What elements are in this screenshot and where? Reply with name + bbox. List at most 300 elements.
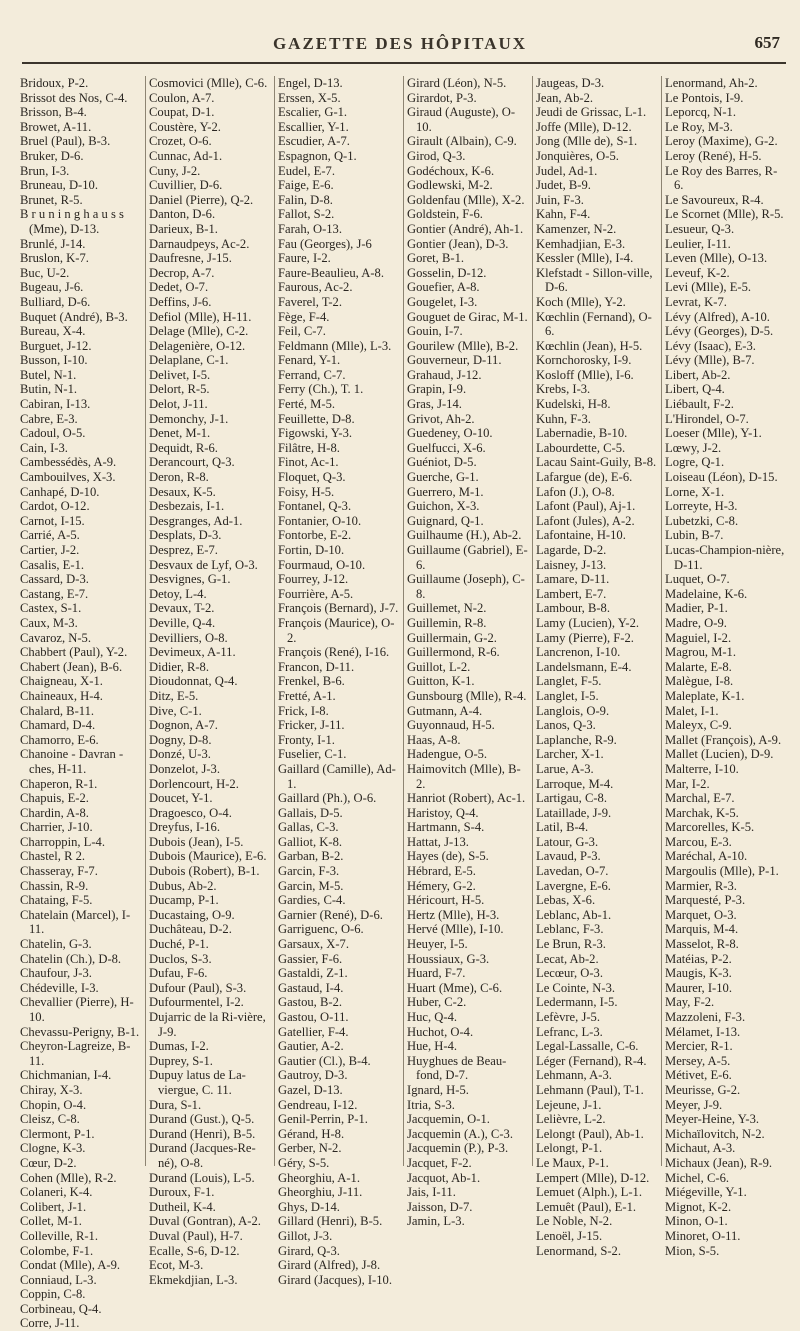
- index-entry: Garban, B-2.: [278, 849, 344, 864]
- index-entry: Guignard, Q-1.: [407, 513, 484, 528]
- index-entry: Lévy (Mlle), B-7.: [665, 353, 755, 368]
- header-rule: [22, 62, 786, 64]
- index-entry: Darnaudpeys, Ac-2.: [149, 236, 250, 251]
- index-entry: Butel, N-1.: [20, 367, 77, 382]
- index-entry: Gérand, H-8.: [278, 1126, 345, 1141]
- index-entry: Carnot, I-15.: [20, 513, 85, 528]
- index-entry: Luquet, O-7.: [665, 572, 730, 587]
- index-entry: Laisney, J-13.: [536, 557, 607, 572]
- index-entry: Jacquemin (A.), C-3.: [407, 1126, 513, 1141]
- index-entry: Ignard, H-5.: [407, 1082, 469, 1097]
- index-entry: Bruker, D-6.: [20, 148, 84, 163]
- index-entry: Delaplane, C-1.: [149, 353, 229, 368]
- index-entry: Hattat, J-13.: [407, 834, 469, 849]
- index-entry: Lejeune, J-1.: [536, 1097, 602, 1112]
- index-entry: Burguet, J-12.: [20, 338, 92, 353]
- index-entry: Lelongt, P-1.: [536, 1141, 603, 1156]
- index-entry: Lubin, B-7.: [665, 528, 724, 543]
- index-entry: Farah, O-13.: [278, 221, 343, 236]
- index-entry: Dupuy latus de La-viergue, C. 11.: [149, 1068, 246, 1097]
- index-entry: Gontier (André), Ah-1.: [407, 221, 524, 236]
- index-entry: Lelièvre, L-2.: [536, 1112, 606, 1127]
- index-entry: Huber, C-2.: [407, 995, 467, 1010]
- index-entry: Leporcq, N-1.: [665, 105, 736, 120]
- index-entry: Lataillade, J-9.: [536, 805, 612, 820]
- index-entry: May, F-2.: [665, 995, 715, 1010]
- index-entry: Malègue, I-8.: [665, 674, 734, 689]
- index-entry: Lavedan, O-7.: [536, 864, 609, 879]
- index-entry: Galliot, K-8.: [278, 834, 343, 849]
- index-entry: François (Bernard), J-7.: [278, 601, 399, 616]
- index-entry: Garriguenc, O-6.: [278, 922, 364, 937]
- index-entry: Desbezais, I-1.: [149, 499, 225, 514]
- index-entry: Ledermann, I-5.: [536, 995, 618, 1010]
- index-entry: Garsaux, X-7.: [278, 937, 349, 952]
- index-entry: Lecœur, O-3.: [536, 966, 603, 981]
- index-entry: Daufresne, J-15.: [149, 251, 232, 266]
- index-entry: Huc, Q-4.: [407, 1010, 458, 1024]
- index-entry: Ferry (Ch.), T. 1.: [278, 382, 364, 397]
- index-entry: B r u n i n g h a u s s (Mme), D-13.: [20, 207, 124, 236]
- index-entry: Lavergne, E-6.: [536, 878, 611, 893]
- index-entry: Mallet (Lucien), D-9.: [665, 747, 774, 762]
- index-entry: Kœchlin (Fernand), O-6.: [536, 309, 652, 339]
- index-entry: Dequidt, R-6.: [149, 440, 218, 455]
- index-entry: Le Roy, M-3.: [665, 119, 733, 134]
- index-entry: Guerrero, M-1.: [407, 484, 484, 499]
- index-entry: Dumas, I-2.: [149, 1039, 209, 1054]
- index-entry: Lambert, E-7.: [536, 586, 607, 601]
- index-entry: Michaut, A-3.: [665, 1141, 736, 1156]
- index-entry: Donzelot, J-3.: [149, 761, 220, 776]
- index-entry: Le Noble, N-2.: [536, 1214, 613, 1229]
- index-entry: Cheyron-Lagreize, B-11.: [20, 1039, 131, 1068]
- index-entry: Desaux, K-5.: [149, 484, 216, 499]
- index-entry: Guillermond, R-6.: [407, 645, 500, 660]
- index-entry: Madier, P-1.: [665, 601, 728, 616]
- index-entry: Matéias, P-2.: [665, 951, 732, 966]
- index-entry: Dutheil, K-4.: [149, 1199, 216, 1214]
- index-entry: Mazzoleni, F-3.: [665, 1010, 746, 1024]
- index-entry: Loeser (Mlle), Y-1.: [665, 426, 762, 441]
- index-entry: Faverel, T-2.: [278, 294, 343, 309]
- index-entry: Lecat, Ab-2.: [536, 951, 599, 966]
- page-header: [0, 0, 800, 66]
- index-entry: Kemhadjian, E-3.: [536, 236, 626, 251]
- index-entry: Deffins, J-6.: [149, 294, 212, 309]
- index-entry: Gerber, N-2.: [278, 1141, 342, 1156]
- index-entry: Chassin, R-9.: [20, 878, 89, 893]
- index-entry: Cavaroz, N-5.: [20, 630, 91, 645]
- index-entry: Crozet, O-6.: [149, 134, 212, 149]
- index-entry: Mersey, A-5.: [665, 1053, 731, 1068]
- index-entry: Fourrière, A-5.: [278, 586, 354, 601]
- index-entry: Fuselier, C-1.: [278, 747, 347, 762]
- index-entry: Goldenfau (Mlle), X-2.: [407, 192, 525, 207]
- index-entry: Delivet, I-5.: [149, 367, 211, 382]
- index-entry: Michaïlovitch, N-2.: [665, 1126, 765, 1141]
- index-entry: Maleyx, C-9.: [665, 718, 732, 733]
- index-entry: Marcorelles, K-5.: [665, 820, 755, 835]
- index-entry: Lévy (Georges), D-5.: [665, 324, 774, 339]
- index-entry: Jeudi de Grissac, L-1.: [536, 105, 647, 120]
- index-entry: Métivet, E-6.: [665, 1068, 732, 1083]
- index-entry: Levrat, K-7.: [665, 294, 727, 309]
- index-entry: Gunsbourg (Mlle), R-4.: [407, 688, 527, 703]
- index-entry: Chamorro, E-6.: [20, 732, 99, 747]
- index-entry: Lacau Saint-Guily, B-8.: [536, 455, 657, 470]
- index-entry: Huyghues de Beau-fond, D-7.: [407, 1053, 507, 1083]
- index-entry: Michaux (Jean), R-9.: [665, 1155, 773, 1170]
- index-entry: Ghys, D-14.: [278, 1199, 340, 1214]
- index-entry: Gougelet, I-3.: [407, 294, 478, 309]
- index-entry: Guilhaume (H.), Ab-2.: [407, 528, 522, 543]
- index-entry: Kahn, F-4.: [536, 207, 591, 222]
- index-entry: Gourilew (Mlle), B-2.: [407, 338, 519, 353]
- index-entry: Godéchoux, K-6.: [407, 163, 495, 178]
- index-entry: Garcin, F-3.: [278, 864, 340, 879]
- index-column-1: [20, 76, 145, 1331]
- index-entry: Heuyer, I-5.: [407, 937, 468, 952]
- index-entry: Darieux, B-1.: [149, 221, 218, 236]
- index-entry: Brunet, R-5.: [20, 192, 83, 207]
- index-entry: Dorlencourt, H-2.: [149, 776, 239, 791]
- index-entry: Gutmann, A-4.: [407, 703, 483, 718]
- index-entry: Giraud (Auguste), O-10.: [407, 105, 516, 134]
- index-entry: Delagenière, O-12.: [149, 338, 246, 353]
- index-entry: Cain, I-3.: [20, 440, 68, 455]
- index-entry: Cuny, J-2.: [149, 163, 201, 178]
- index-entry: Dufourmentel, I-2.: [149, 995, 244, 1010]
- index-entry: Garnier (René), D-6.: [278, 907, 383, 922]
- index-entry: Lefèvre, J-5.: [536, 1010, 600, 1024]
- index-entry: Faige, E-6.: [278, 178, 334, 193]
- index-entry: Lévy (Alfred), A-10.: [665, 309, 770, 324]
- index-entry: Bugeau, J-6.: [20, 280, 84, 295]
- index-entry: Larcher, X-1.: [536, 747, 604, 762]
- index-entry: Miégeville, Y-1.: [665, 1185, 747, 1200]
- index-entry: Deville, Q-4.: [149, 615, 216, 630]
- index-entry: Larroque, M-4.: [536, 776, 614, 791]
- index-entry: Gheorghiu, A-1.: [278, 1170, 360, 1185]
- index-entry: Kudelski, H-8.: [536, 397, 611, 412]
- index-entry: Leroy (René), H-5.: [665, 148, 762, 163]
- index-entry: Faure, I-2.: [278, 251, 331, 266]
- index-entry: Gillard (Henri), B-5.: [278, 1214, 383, 1229]
- index-entry: Guitton, K-1.: [407, 674, 475, 689]
- index-entry: Feldmann (Mlle), L-3.: [278, 338, 392, 353]
- index-entry: Jean, Ab-2.: [536, 90, 594, 105]
- index-entry: Guillemet, N-2.: [407, 601, 487, 616]
- index-entry: Guichon, X-3.: [407, 499, 480, 514]
- index-entry: Chanoine - Davran - ches, H-11.: [20, 747, 124, 776]
- index-entry: Labourdette, C-5.: [536, 440, 626, 455]
- index-entry: Castex, S-1.: [20, 601, 82, 616]
- index-entry: Madre, O-9.: [665, 615, 727, 630]
- index-entry: Detoy, L-4.: [149, 586, 207, 601]
- index-entry: Bruel (Paul), B-3.: [20, 134, 111, 149]
- index-entry: Cadoul, O-5.: [20, 426, 86, 441]
- index-entry: Maleplate, K-1.: [665, 688, 745, 703]
- index-entry: Meyer-Heine, Y-3.: [665, 1112, 760, 1127]
- index-entry: Chatelain (Marcel), I-11.: [20, 907, 131, 937]
- index-entry: Dubus, Ab-2.: [149, 878, 217, 893]
- index-entry: Chapuis, E-2.: [20, 791, 89, 806]
- index-entry: Bureau, X-4.: [20, 324, 86, 339]
- index-entry: Fontanel, Q-3.: [278, 499, 352, 514]
- index-entry: Mar, I-2.: [665, 776, 710, 791]
- index-entry: Bridoux, P-2.: [20, 76, 89, 90]
- index-entry: Judet, B-9.: [536, 178, 591, 193]
- index-entry: Lafontaine, H-10.: [536, 528, 626, 543]
- index-entry: Maurer, I-10.: [665, 980, 732, 995]
- index-entry: Corbineau, Q-4.: [20, 1301, 102, 1316]
- index-entry: Minoret, O-11.: [665, 1228, 741, 1243]
- index-entry: Gheorghiu, J-11.: [278, 1185, 363, 1200]
- index-entry: Colaneri, K-4.: [20, 1185, 93, 1200]
- index-entry: Kornchorosky, I-9.: [536, 353, 632, 368]
- index-entry: Lamare, D-11.: [536, 572, 610, 587]
- index-entry: Gatellier, F-4.: [278, 1024, 349, 1039]
- index-entry: Brunlé, J-14.: [20, 236, 86, 251]
- index-entry: Mélamet, I-13.: [665, 1024, 741, 1039]
- index-entry: Desprez, E-7.: [149, 543, 218, 557]
- index-entry: Grapin, I-9.: [407, 382, 467, 397]
- index-entry: Gastaud, I-4.: [278, 980, 344, 995]
- index-entry: Conniaud, L-3.: [20, 1272, 97, 1287]
- index-entry: Chevallier (Pierre), H-10.: [20, 995, 134, 1024]
- index-entry: Francon, D-11.: [278, 659, 355, 674]
- index-entry: Marchak, K-5.: [665, 805, 739, 820]
- index-entry: Godlewski, M-2.: [407, 178, 493, 193]
- index-entry: Kœchlin (Jean), H-5.: [536, 338, 643, 353]
- index-entry: Jamin, L-3.: [407, 1214, 465, 1229]
- index-entry: Coupat, D-1.: [149, 105, 215, 120]
- index-entry: Jonquières, O-5.: [536, 148, 619, 163]
- index-entry: Chardin, A-8.: [20, 805, 89, 820]
- index-entry: Charroppin, L-4.: [20, 834, 105, 849]
- index-entry: Labernadie, B-10.: [536, 426, 628, 441]
- index-entry: Klefstadt - Sillon-ville, D-6.: [536, 265, 653, 295]
- index-entry: Logre, Q-1.: [665, 455, 725, 470]
- index-column-3: [274, 76, 403, 1287]
- index-entry: Carrié, A-5.: [20, 528, 80, 543]
- index-entry: Casalis, E-1.: [20, 557, 85, 572]
- index-entry: Brun, I-3.: [20, 163, 70, 178]
- index-entry: Gastou, B-2.: [278, 995, 343, 1010]
- index-entry: Marchal, E-7.: [665, 791, 735, 806]
- index-entry: Lorreyte, H-3.: [665, 499, 738, 514]
- index-entry: Houssiaux, G-3.: [407, 951, 490, 966]
- index-entry: Lafont (Paul), Aj-1.: [536, 499, 636, 514]
- index-entry: Gaillard (Ph.), O-6.: [278, 791, 377, 806]
- index-entry: Lamy (Lucien), Y-2.: [536, 615, 640, 630]
- index-entry: Duché, P-1.: [149, 937, 209, 952]
- index-entry: Chabert (Jean), B-6.: [20, 659, 123, 674]
- index-entry: Dedet, O-7.: [149, 280, 209, 295]
- index-entry: Jong (Mlle de), S-1.: [536, 134, 638, 149]
- index-entry: Fontanier, O-10.: [278, 513, 362, 528]
- index-entry: Juin, F-3.: [536, 192, 584, 207]
- index-column-2: [145, 76, 274, 1287]
- index-entry: Lagarde, D-2.: [536, 543, 607, 557]
- index-entry: Escalier, G-1.: [278, 105, 348, 120]
- index-entry: Gosselin, D-12.: [407, 265, 487, 280]
- index-entry: Dragoesco, O-4.: [149, 805, 232, 820]
- index-entry: Dreyfus, I-16.: [149, 820, 220, 835]
- index-columns: [20, 76, 790, 1331]
- index-entry: Dura, S-1.: [149, 1097, 202, 1112]
- index-entry: Gastou, O-11.: [278, 1010, 349, 1024]
- index-entry: Fenard, Y-1.: [278, 353, 341, 368]
- index-entry: Cuvillier, D-6.: [149, 178, 223, 193]
- index-entry: Cambouilves, X-3.: [20, 470, 116, 485]
- index-entry: Hébrard, E-5.: [407, 864, 476, 879]
- index-entry: Chaufour, J-3.: [20, 966, 92, 981]
- index-entry: Gontier (Jean), D-3.: [407, 236, 509, 251]
- index-entry: Jacquemin (P.), P-3.: [407, 1141, 509, 1156]
- index-entry: Brissot des Nos, C-4.: [20, 90, 128, 105]
- index-entry: Condat (Mlle), A-9.: [20, 1258, 121, 1273]
- index-entry: Decrop, A-7.: [149, 265, 215, 280]
- index-entry: Lambour, B-8.: [536, 601, 610, 616]
- index-entry: Didier, R-8.: [149, 659, 210, 674]
- index-entry: Margoulis (Mlle), P-1.: [665, 864, 779, 879]
- index-entry: Laplanche, R-9.: [536, 732, 617, 747]
- index-entry: Cabiran, I-13.: [20, 397, 91, 412]
- index-entry: Durand (Jacques-Re-né), O-8.: [149, 1141, 256, 1170]
- index-entry: Guillaume (Joseph), C-8.: [407, 572, 525, 601]
- index-entry: Lemuêt (Paul), E-1.: [536, 1199, 637, 1214]
- index-entry: Guillemin, R-8.: [407, 615, 487, 630]
- index-entry: Collet, M-1.: [20, 1214, 82, 1229]
- index-entry: Mallet (François), A-9.: [665, 732, 782, 747]
- index-entry: Michel, C-6.: [665, 1170, 730, 1185]
- index-entry: Chabbert (Paul), Y-2.: [20, 645, 128, 660]
- index-entry: Ferté, M-5.: [278, 397, 336, 412]
- index-entry: Durand (Gust.), Q-5.: [149, 1112, 255, 1127]
- index-entry: Lesueur, Q-3.: [665, 221, 735, 236]
- index-entry: Gendreau, I-12.: [278, 1097, 358, 1112]
- index-entry: Marquis, M-4.: [665, 922, 739, 937]
- index-entry: Cœur, D-2.: [20, 1155, 77, 1170]
- index-entry: Ducamp, P-1.: [149, 893, 219, 908]
- index-entry: Guerche, G-1.: [407, 470, 479, 485]
- index-entry: Bulliard, D-6.: [20, 294, 91, 309]
- index-entry: Butin, N-1.: [20, 382, 78, 397]
- index-entry: Lafon (J.), O-8.: [536, 484, 615, 499]
- index-entry: Leveuf, K-2.: [665, 265, 730, 280]
- index-entry: Cabre, E-3.: [20, 411, 78, 426]
- index-entry: Cambessédès, A-9.: [20, 455, 117, 470]
- index-entry: Deron, R-8.: [149, 470, 209, 485]
- index-entry: Danton, D-6.: [149, 207, 216, 222]
- index-entry: Cohen (Mlle), R-2.: [20, 1170, 117, 1185]
- index-entry: Defiol (Mlle), H-11.: [149, 309, 252, 324]
- index-entry: Lartigau, C-8.: [536, 791, 607, 806]
- index-entry: Chevassu-Perigny, B-1.: [20, 1024, 140, 1039]
- index-entry: Kuhn, F-3.: [536, 411, 591, 426]
- index-entry: Derancourt, Q-3.: [149, 455, 235, 470]
- index-entry: Cleisz, C-8.: [20, 1112, 80, 1127]
- index-entry: Lœwy, J-2.: [665, 440, 722, 455]
- index-entry: Espagnon, Q-1.: [278, 148, 357, 163]
- index-entry: Grivot, Ah-2.: [407, 411, 475, 426]
- index-entry: Minon, O-1.: [665, 1214, 728, 1229]
- index-entry: Cartier, J-2.: [20, 543, 80, 557]
- index-entry: Fège, F-4.: [278, 309, 330, 324]
- index-entry: Landelsmann, E-4.: [536, 659, 632, 674]
- index-entry: Chatelin (Ch.), D-8.: [20, 951, 122, 966]
- index-entry: Ecalle, S-6, D-12.: [149, 1243, 240, 1258]
- index-entry: Lemuet (Alph.), L-1.: [536, 1185, 642, 1200]
- index-entry: Malarte, E-8.: [665, 659, 732, 674]
- index-entry: Desplats, D-3.: [149, 528, 222, 543]
- index-entry: Lefranc, L-3.: [536, 1024, 603, 1039]
- index-entry: Fricker, J-11.: [278, 718, 345, 733]
- index-entry: Figowski, Y-3.: [278, 426, 353, 441]
- index-entry: Fourmaud, O-10.: [278, 557, 366, 572]
- index-entry: Cosmovici (Mlle), C-6.: [149, 76, 268, 90]
- index-entry: Erssen, X-5.: [278, 90, 341, 105]
- index-entry: Floquet, Q-3.: [278, 470, 346, 485]
- index-entry: Girard, Q-3.: [278, 1243, 340, 1258]
- index-entry: Gardies, C-4.: [278, 893, 346, 908]
- index-entry: Jacquemin, O-1.: [407, 1112, 490, 1127]
- index-entry: Lavaud, P-3.: [536, 849, 601, 864]
- index-entry: Legal-Lassalle, C-6.: [536, 1039, 639, 1054]
- index-column-4: [403, 76, 532, 1229]
- index-entry: Colombe, F-1.: [20, 1243, 94, 1258]
- index-entry: Gautier, A-2.: [278, 1039, 344, 1054]
- index-entry: Dufau, F-6.: [149, 966, 208, 981]
- index-entry: Marcou, E-3.: [665, 834, 732, 849]
- index-entry: Kamenzer, N-2.: [536, 221, 617, 236]
- index-entry: Engel, D-13.: [278, 76, 343, 90]
- index-entry: Joffe (Mlle), D-12.: [536, 119, 632, 134]
- index-entry: Castang, E-7.: [20, 586, 89, 601]
- index-entry: Donzé, U-3.: [149, 747, 211, 762]
- index-entry: Desvignes, G-1.: [149, 572, 231, 587]
- index-entry: Lehmann, A-3.: [536, 1068, 612, 1083]
- index-entry: Desgranges, Ad-1.: [149, 513, 243, 528]
- index-entry: Jais, I-11.: [407, 1185, 456, 1200]
- index-entry: Lucas-Champion-nière, D-11.: [665, 543, 785, 572]
- index-entry: Hanriot (Robert), Ac-1.: [407, 791, 526, 806]
- index-entry: Guelfucci, X-6.: [407, 440, 486, 455]
- index-entry: Maguiel, I-2.: [665, 630, 732, 645]
- index-entry: Chastel, R 2.: [20, 849, 86, 864]
- index-entry: Finot, Ac-1.: [278, 455, 339, 470]
- index-entry: Gouguet de Girac, M-1.: [407, 309, 528, 324]
- index-entry: Marquesté, P-3.: [665, 893, 746, 908]
- index-entry: Maréchal, A-10.: [665, 849, 748, 864]
- index-entry: Dive, C-1.: [149, 703, 202, 718]
- index-entry: Duclos, S-3.: [149, 951, 212, 966]
- index-entry: Canhapé, D-10.: [20, 484, 100, 499]
- index-entry: Le Scornet (Mlle), R-5.: [665, 207, 784, 222]
- index-entry: Doucet, Y-1.: [149, 791, 213, 806]
- index-entry: Lenoël, J-15.: [536, 1228, 603, 1243]
- index-entry: Corre, J-11.: [20, 1316, 80, 1331]
- index-entry: Madelaine, K-6.: [665, 586, 748, 601]
- index-entry: Lempert (Mlle), D-12.: [536, 1170, 650, 1185]
- index-entry: Le Roy des Barres, R-6.: [665, 163, 778, 193]
- index-entry: Gassier, F-6.: [278, 951, 343, 966]
- index-entry: Fallot, S-2.: [278, 207, 335, 222]
- index-entry: Cardot, O-12.: [20, 499, 90, 514]
- index-entry: Guillot, L-2.: [407, 659, 471, 674]
